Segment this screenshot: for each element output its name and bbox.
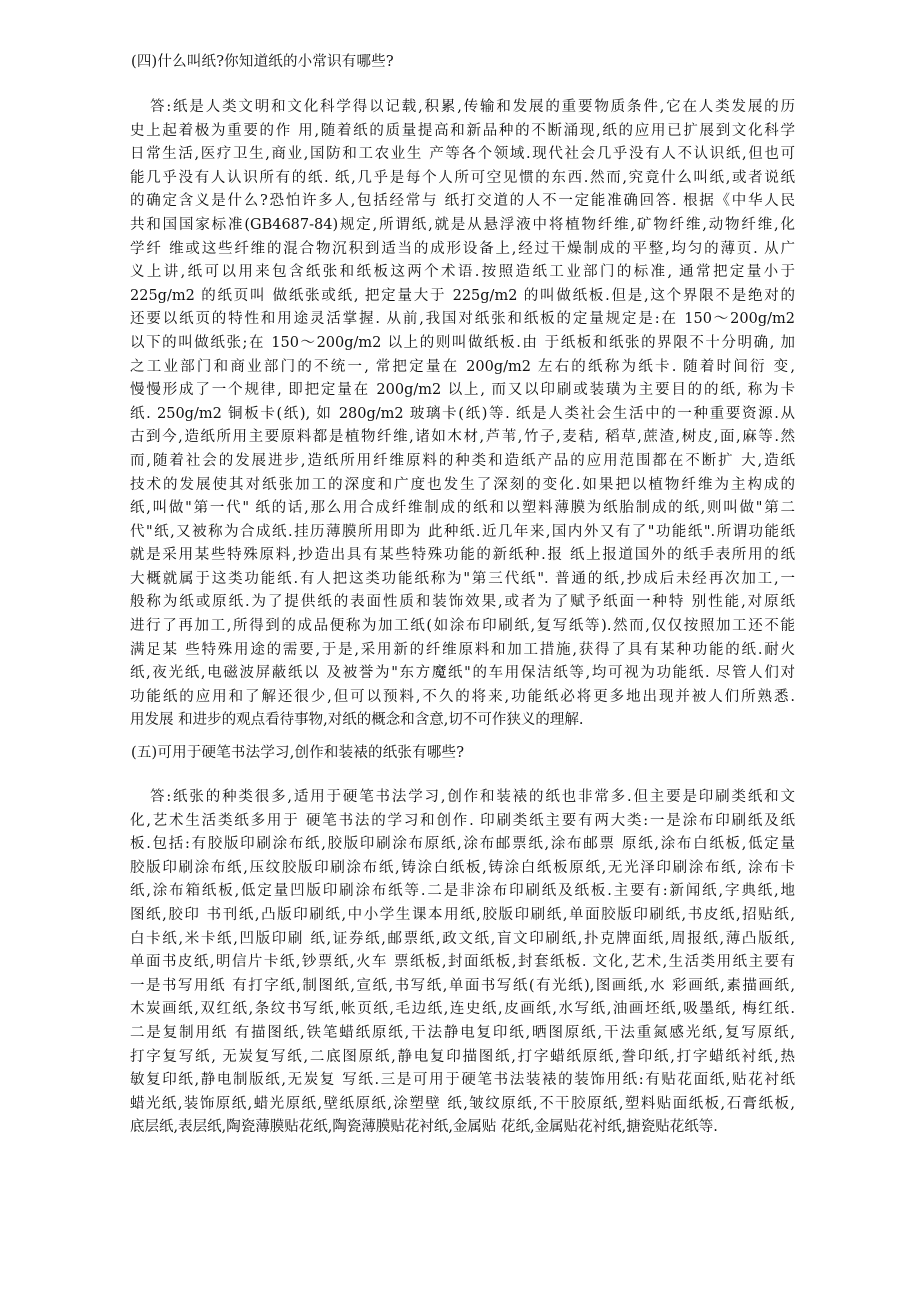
text-line: 能几乎没有人认识所有的纸. 纸,几乎是每个人所可空见惯的东西.然而,究竟什么叫纸,或者说纸 <box>130 169 795 186</box>
text-line: 二是复制用纸 有描图纸,铁笔蜡纸原纸,干法静电复印纸,晒图原纸,干法重氮感光纸,复写原纸, <box>130 1024 795 1041</box>
text-line: 答:纸张的种类很多,适用于硬笔书法学习,创作和装裱的纸也非常多.但主要是印刷类纸和文 <box>150 789 795 805</box>
text-line: 的确定含义是什么?恐怕许多人,包括经常与 纸打交道的人不一定能准确回答. 根据《中华人民 <box>130 193 795 210</box>
text-line: 蜡光纸,装饰原纸,蜡光原纸,壁纸原纸,涂塑壁 纸,皱纹原纸,不干胶原纸,塑料贴面纸板,石膏纸板, <box>130 1095 795 1112</box>
section-heading-5: (五)可用于硬笔书法学习,创作和装裱的纸张有哪些? <box>131 745 465 761</box>
text-line: 共和国国家标准(GB4687-84)规定,所谓纸,就是从悬浮液中将植物纤维,矿物纤维,动物纤维,化 <box>130 216 795 233</box>
text-line: 化,艺术生活类纸多用于 硬笔书法的学习和创作. 印刷类纸主要有两大类:一是涂布印刷纸及纸 <box>130 812 795 829</box>
text-line: 技术的发展使其对纸张加工的深度和广度也发生了深刻的变化.如果把以植物纤维为主构成的 <box>130 476 795 493</box>
text-line: 图纸,胶印 书刊纸,凸版印刷纸,中小学生课本用纸,胶版印刷纸,单面胶版印刷纸,书皮纸,招贴纸, <box>130 906 795 923</box>
section-body-4 <box>130 96 795 733</box>
text-line: 底层纸,表层纸,陶瓷薄膜贴花纸,陶瓷薄膜贴花衬纸,金属贴 花纸,金属贴花衬纸,搪瓷贴花纸等. <box>130 1119 718 1136</box>
text-line: 就是采用某些特殊原料,抄造出具有某些特殊功能的新纸种.报 纸上报道国外的纸手表所用的纸 <box>130 547 795 564</box>
text-line: 打字复写纸, 无炭复写纸,二底图原纸,静电复印描图纸,打字蜡纸原纸,誊印纸,打字蜡纸衬纸,热 <box>130 1048 795 1065</box>
text-line: 进行了再加工,所得到的成品便称为加工纸(如涂布印刷纸,复写纸等).然而,仅仅按照加工还不能 <box>130 618 795 635</box>
text-line: 用发展 和进步的观点看待事物,对纸的概念和含意,切不可作狭义的理解. <box>130 712 584 729</box>
text-line: 木炭画纸,双红纸,条纹书写纸,帐页纸,毛边纸,连史纸,皮画纸,水写纸,油画坯纸,吸墨纸, 梅红纸. <box>130 1001 795 1018</box>
section-heading-4: (四)什么叫纸?你知道纸的小常识有哪些? <box>131 54 394 70</box>
text-line: 功能纸的应用和了解还很少,但可以预料,不久的将来,功能纸必将更多地出现并被人们所熟悉. <box>130 688 795 705</box>
section-body-5 <box>130 786 795 1140</box>
text-line: 白卡纸,米卡纸,凹版印刷 纸,证券纸,邮票纸,政文纸,盲文印刷纸,扑克牌面纸,周报纸,薄凸版纸, <box>130 930 795 947</box>
text-line: 225g/m2 的纸页叫 做纸张或纸, 把定量大于 225g/m2 的叫做纸板.但是,这个界限不是绝对的 <box>130 287 795 304</box>
text-line: 满足某 些特殊用途的需要,于是,采用新的纤维原料和加工措施,获得了具有某种功能的纸.耐火 <box>130 641 795 658</box>
text-line: 纸. 250g/m2 铜板卡(纸), 如 280g/m2 玻璃卡(纸)等. 纸是人类社会生活中的一种重要资源.从 <box>130 405 795 422</box>
text-line: 纸,叫做"第一代" 纸的话,那么用合成纤维制成的纸和以塑料薄膜为纸胎制成的纸,则叫做"第二 <box>130 500 795 517</box>
text-line: 日常生活,医疗卫生,商业,国防和工农业生 产等各个领域.现代社会几乎没有人不认识纸,但也可 <box>130 146 795 163</box>
text-line: 以下的叫做纸张;在 150～200g/m2 以上的则叫做纸板.由 于纸板和纸张的界限不十分明确, 加 <box>130 334 795 351</box>
text-line: 敏复印纸,静电制版纸,无炭复 写纸.三是可用于硬笔书法装裱的装饰用纸:有贴花面纸,贴花衬纸 <box>130 1072 795 1089</box>
text-line: 胶版印刷涂布纸,压纹胶版印刷涂布纸,铸涂白纸板,铸涂白纸板原纸,无光泽印刷涂布纸, 涂布卡 <box>130 859 795 876</box>
text-line: 板.包括:有胶版印刷涂布纸,胶版印刷涂布原纸,涂布邮票纸,涂布邮票 原纸,涂布白纸板,低定量 <box>130 836 795 853</box>
text-line: 答:纸是人类文明和文化科学得以记载,积累,传输和发展的重要物质条件,它在人类发展的历 <box>150 99 795 115</box>
text-line: 纸,涂布箱纸板,低定量凹版印刷涂布纸等.二是非涂布印刷纸及纸板.主要有:新闻纸,字典纸,地 <box>130 883 795 900</box>
text-line: 义上讲,纸可以用来包含纸张和纸板这两个术语.按照造纸工业部门的标准, 通常把定量小于 <box>130 264 795 281</box>
text-line: 般称为纸或原纸.为了提供纸的表面性质和装饰效果,或者为了赋予纸面一种特 别性能,对原纸 <box>130 594 795 611</box>
text-line: 慢慢形成了一个规律, 即把定量在 200g/m2 以上, 而又以印刷或装璜为主要目的的纸, 称为卡 <box>130 382 795 399</box>
text-line: 大概就属于这类功能纸.有人把这类功能纸称为"第三代纸". 普通的纸,抄成后未经再次加工,一 <box>130 570 795 587</box>
text-line: 而,随着社会的发展进步,造纸所用纤维原料的种类和造纸产品的应用范围都在不断扩 大,造纸 <box>130 452 795 469</box>
text-line: 单面书皮纸,明信片卡纸,钞票纸,火车 票纸板,封面纸板,封套纸板. 文化,艺术,生活类用纸主要有 <box>130 954 795 971</box>
text-line: 学纤 维或这些纤维的混合物沉积到适当的成形设备上,经过干燥制成的平整,均匀的薄页. 从广 <box>130 240 795 257</box>
text-line: 一是书写用纸 有打字纸,制图纸,宣纸,书写纸,单面书写纸(有光纸),图画纸,水 彩画纸,素描画纸, <box>130 977 795 994</box>
text-line: 还要以纸页的特性和用途灵活掌握. 从前,我国对纸张和纸板的定量规定是:在 150～200g/m2 <box>130 311 795 328</box>
text-line: 代"纸,又被称为合成纸.挂历薄膜所用即为 此种纸.近几年来,国内外又有了"功能纸".所谓功能纸 <box>130 523 795 540</box>
text-line: 古到今,造纸所用主要原料都是植物纤维,诸如木材,芦苇,竹子,麦秸, 稻草,蔗渣,树皮,面,麻等.然 <box>130 429 795 446</box>
text-line: 史上起着极为重要的作 用,随着纸的质量提高和新品种的不断涌现,纸的应用已扩展到文化科学 <box>130 122 795 139</box>
text-line: 之工业部门和商业部门的不统一, 常把定量在 200g/m2 左右的纸称为纸卡. 随着时间衍 变, <box>130 358 795 375</box>
text-line: 纸,夜光纸,电磁波屏蔽纸以 及被誉为"东方魔纸"的车用保洁纸等,均可视为功能纸. 尽管人们对 <box>130 665 795 682</box>
